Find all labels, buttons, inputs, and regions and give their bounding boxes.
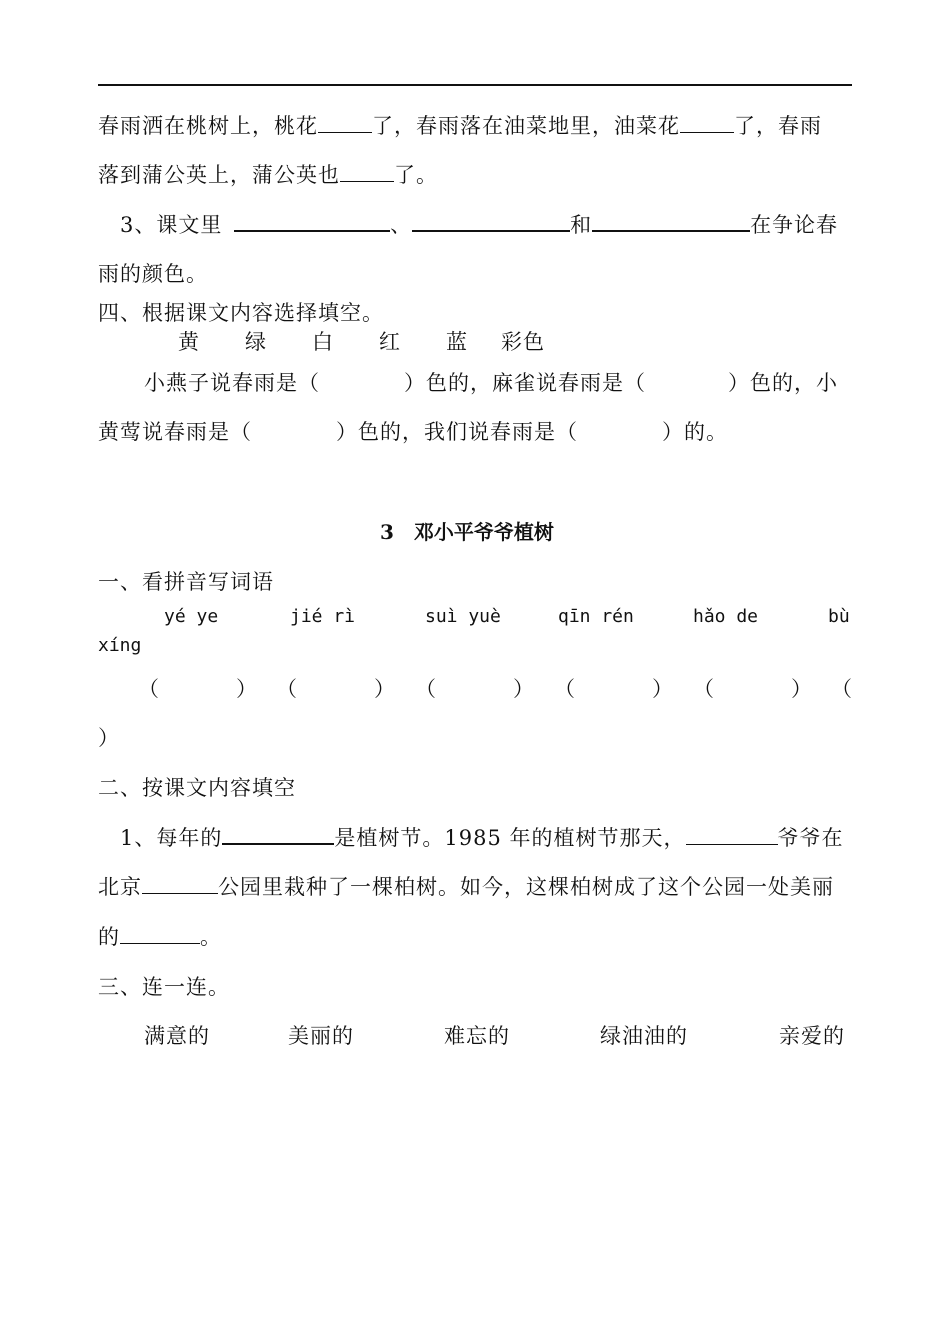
match-word[interactable]: 绿油油的 [600,1024,688,1048]
pinyin-word: yé ye [164,606,219,627]
text: 春雨洒在桃树上，桃花 [98,114,318,138]
paren-close: ） [791,677,813,701]
text: 是植树节。1985 年的植树节那天， [334,826,686,850]
text: 在争论春 [750,213,839,237]
fill-line-1 [98,110,822,140]
blank[interactable] [222,842,334,845]
paren-close: ） [374,677,396,701]
section-4-line-2 [98,416,728,446]
match-word[interactable]: 满意的 [144,1024,210,1048]
text: 了。 [394,163,438,187]
text: ）色的，麻雀说春雨是（ [404,371,646,395]
text: 公园里栽种了一棵柏树。如今，这棵柏树成了这个公园一处美丽 [218,875,834,899]
text: ）的。 [662,420,728,444]
blank[interactable] [686,843,778,845]
match-word[interactable]: 美丽的 [288,1024,354,1048]
question-3-line-2: 雨的颜色。 [98,262,208,286]
section2-line-3 [98,921,222,951]
text: 了，春雨 [734,114,822,138]
paren-open: （ [415,677,437,701]
text: 北京 [98,875,142,899]
option: 白 [312,330,334,354]
match-word[interactable]: 亲爱的 [779,1024,845,1048]
section-4-line-1 [144,367,838,397]
fill-section-heading: 二、按课文内容填空 [98,776,296,800]
pinyin-word: jié rì [290,606,356,627]
paren-open: （ [138,677,160,701]
text: 的 [98,925,120,949]
top-rule [98,84,852,86]
text: ）色的，小 [728,371,838,395]
paren-open: （ [276,677,298,701]
paren-open: （ [693,677,715,701]
question-3 [120,209,838,239]
pinyin-word: hǎo de [693,606,759,627]
fill-line-2 [98,159,438,189]
text: 。 [200,925,222,949]
option: 蓝 [446,330,468,354]
paren-close: ） [236,677,258,701]
text: 、 [390,213,413,237]
text: 3、课文里 [120,213,223,237]
section2-line-2 [98,871,834,901]
pinyin-word-wrap: xíng [98,635,142,656]
text: 落到蒲公英上，蒲公英也 [98,163,340,187]
pinyin-word: bù [828,606,850,627]
blank[interactable] [680,131,734,133]
blank[interactable] [340,180,394,182]
section2-line-1 [120,822,844,852]
paren-close: ） [98,726,120,750]
pinyin-section-heading: 一、看拼音写词语 [98,570,274,594]
section-4-heading: 四、根据课文内容选择填空。 [98,301,384,325]
option-list [178,326,545,356]
pinyin-word: suì yuè [425,606,501,627]
text: ）色的，我们说春雨是（ [336,420,578,444]
paren-open: （ [831,677,853,701]
option: 黄 [178,330,200,354]
paren-close: ） [513,677,535,701]
text: 1、每年的 [120,826,223,850]
text: 了，春雨落在油菜地里，油菜花 [372,114,680,138]
paren-open: （ [554,677,576,701]
blank[interactable] [234,229,390,232]
blank[interactable] [142,892,218,894]
text: 爷爷在 [777,826,844,850]
match-section-heading: 三、连一连。 [98,975,230,999]
lesson-title: 3 邓小平爷爷植树 [380,520,554,544]
blank[interactable] [318,131,372,133]
option: 彩色 [501,330,545,354]
blank[interactable] [412,229,570,232]
match-word[interactable]: 难忘的 [444,1024,510,1048]
option: 红 [379,330,401,354]
pinyin-word: qīn rén [558,606,634,627]
text: 和 [570,213,593,237]
text: 黄莺说春雨是（ [98,420,252,444]
text: 小燕子说春雨是（ [144,371,320,395]
paren-close: ） [652,677,674,701]
option: 绿 [245,330,267,354]
blank[interactable] [120,942,200,944]
blank[interactable] [592,229,750,232]
